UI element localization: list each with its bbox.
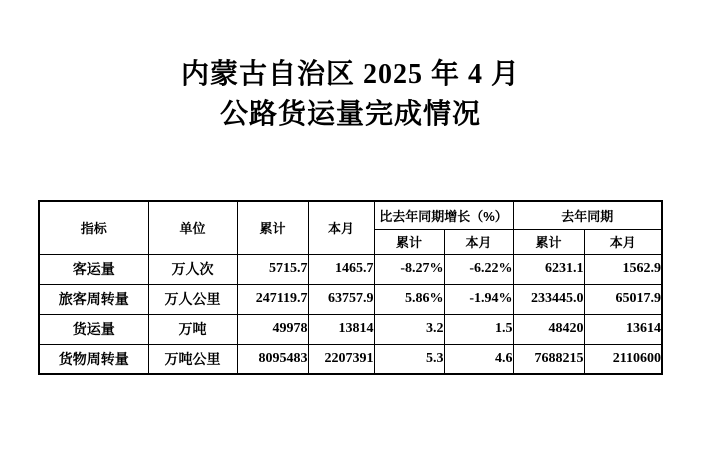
cell-month: 2207391 [308, 344, 374, 374]
cell-cumulative: 247119.7 [237, 284, 308, 314]
col-header-growth-month: 本月 [444, 229, 513, 254]
cell-growth-cumulative: -8.27% [374, 254, 444, 284]
col-header-last-year-cumulative: 累计 [513, 229, 584, 254]
page-title-line-1: 内蒙古自治区 2025 年 4 月 [180, 59, 520, 90]
cell-last-year-month: 13614 [584, 314, 662, 344]
cell-cumulative: 8095483 [237, 344, 308, 374]
cell-unit: 万吨 [148, 314, 237, 344]
cell-growth-cumulative: 3.2 [374, 314, 444, 344]
cell-growth-cumulative: 5.86% [374, 284, 444, 314]
cell-indicator: 旅客周转量 [39, 284, 148, 314]
cell-month: 1465.7 [308, 254, 374, 284]
cell-month: 13814 [308, 314, 374, 344]
freight-report-table [38, 200, 663, 375]
cell-growth-month: -1.94% [444, 284, 513, 314]
cell-cumulative: 5715.7 [237, 254, 308, 284]
cell-cumulative: 49978 [237, 314, 308, 344]
cell-last-year-month: 65017.9 [584, 284, 662, 314]
cell-last-year-month: 2110600 [584, 344, 662, 374]
cell-unit: 万人次 [148, 254, 237, 284]
table-row-passenger-volume [39, 254, 662, 284]
col-header-cumulative: 累计 [237, 201, 308, 254]
col-group-last-year: 去年同期 [513, 201, 662, 229]
cell-indicator: 客运量 [39, 254, 148, 284]
table-row-freight-turnover [39, 344, 662, 374]
cell-growth-month: -6.22% [444, 254, 513, 284]
cell-last-year-month: 1562.9 [584, 254, 662, 284]
cell-last-year-cumulative: 233445.0 [513, 284, 584, 314]
cell-growth-cumulative: 5.3 [374, 344, 444, 374]
cell-last-year-cumulative: 7688215 [513, 344, 584, 374]
cell-last-year-cumulative: 48420 [513, 314, 584, 344]
cell-month: 63757.9 [308, 284, 374, 314]
col-header-growth-cumulative: 累计 [374, 229, 444, 254]
col-header-unit: 单位 [148, 201, 237, 254]
cell-last-year-cumulative: 6231.1 [513, 254, 584, 284]
page-title [0, 55, 701, 135]
cell-growth-month: 4.6 [444, 344, 513, 374]
page-title-line-2: 公路货运量完成情况 [219, 99, 481, 130]
cell-unit: 万吨公里 [148, 344, 237, 374]
col-header-indicator: 指标 [39, 201, 148, 254]
cell-unit: 万人公里 [148, 284, 237, 314]
col-header-last-year-month: 本月 [584, 229, 662, 254]
cell-indicator: 货物周转量 [39, 344, 148, 374]
col-group-growth: 比去年同期增长（%） [374, 201, 513, 229]
cell-indicator: 货运量 [39, 314, 148, 344]
table-row-passenger-turnover [39, 284, 662, 314]
cell-growth-month: 1.5 [444, 314, 513, 344]
table-row-freight-volume [39, 314, 662, 344]
col-header-month: 本月 [308, 201, 374, 254]
